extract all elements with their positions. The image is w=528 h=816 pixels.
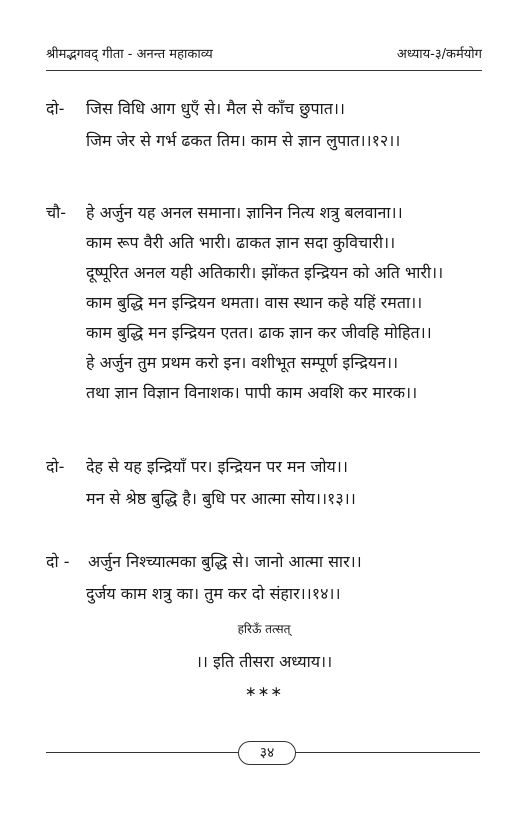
book-title: श्रीमद्भगवद् गीता - अनन्त महाकाव्य [46,47,213,62]
verse-line [46,580,498,608]
verse-line [46,379,498,407]
verse-line [46,229,498,257]
stanza-doha-12 [46,95,498,155]
colophon: हरिऊँ तत्सत् [237,622,291,636]
verse-text: मन से श्रेष्ठ बुद्धि है। बुधि पर आत्मा सोय।।१३।। [86,489,356,508]
verse-line [46,319,498,347]
verse-line [46,259,498,287]
verse-line [46,349,498,377]
stanza-doha-13 [46,453,498,513]
stanza-label: दो - [46,552,70,571]
stanza-label: चौ- [46,203,67,222]
verse-text: काम बुद्धि मन इन्द्रियन एतत। ढाक ज्ञान कर जीवहि मोहित।। [86,323,432,342]
verse-line [46,453,498,481]
verse-line [46,485,498,513]
verse-line [46,127,498,155]
verse-text: हे अर्जुन तुम प्रथम करो इन। वशीभूत सम्पूर्ण इन्द्रियन।। [86,353,399,372]
verse-line [46,95,498,123]
verse-text: अर्जुन निश्च्यात्मका बुद्धि से। जानो आत्मा सार।। [88,552,362,571]
ornament-stars: ∗∗∗ [244,684,284,700]
stanza-label: दो- [46,457,65,476]
verse-text: हे अर्जुन यह अनल समाना। ज्ञानिन नित्य शत्रु बलवाना।। [86,203,403,222]
verse-line [46,289,498,317]
verse-text: जिस विधि आग धुएँ से। मैल से काँच छुपात।। [86,99,345,118]
page-header [46,44,482,62]
verse-line [46,548,498,576]
verse-line [46,199,498,227]
verse-text: दूष्पूरित अनल यही अतिकारी। झोंकत इन्द्रियन को अति भारी।। [86,263,444,282]
page-number: ३४ [238,741,296,765]
stanza-label: दो- [46,99,65,118]
stanza-chaupai [46,199,498,407]
verse-text: जिम जेर से गर्भ ढकत तिम। काम से ज्ञान लुपात।।१२।। [86,131,401,150]
header-divider [46,70,482,71]
stanza-doha-14 [46,548,498,608]
verse-text: काम बुद्धि मन इन्द्रियन थमता। वास स्थान कहे यहिं रमता।। [86,293,423,312]
verse-text: काम रूप वैरी अति भारी। ढाकत ज्ञान सदा कुविचारी।। [86,233,396,252]
verse-text: तथा ज्ञान विज्ञान विनाशक। पापी काम अवशि कर मारक।। [86,383,418,402]
verse-text: दुर्जय काम शत्रु का। तुम कर दो संहार।।१४।। [86,584,341,603]
footer-divider-right [294,752,480,753]
chapter-closing: ।। इति तीसरा अध्याय।। [195,652,333,671]
footer-divider-left [46,752,238,753]
verse-text: देह से यह इन्द्रियाँ पर। इन्द्रियन पर मन जोय।। [86,457,348,476]
chapter-title: अध्याय-३/कर्मयोग [396,47,482,62]
